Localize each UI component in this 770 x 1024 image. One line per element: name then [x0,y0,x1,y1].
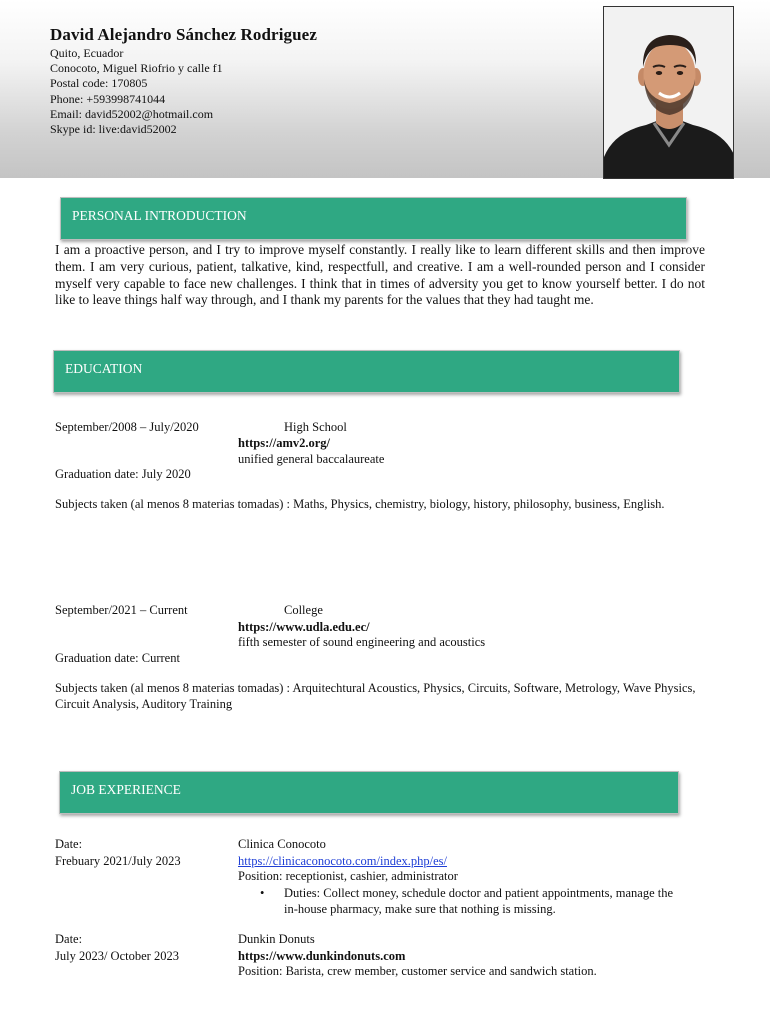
job-company: Dunkin Donuts [238,932,315,946]
job-company: Clinica Conocoto [238,837,326,851]
section-title: JOB EXPERIENCE [71,782,181,797]
job-dates: Frebuary 2021/July 2023 [55,854,181,868]
education-detail: unified general baccalaureate [238,452,385,466]
section-education [53,350,680,393]
contact-block [50,46,223,137]
section-title: PERSONAL INTRODUCTION [72,208,247,223]
graduation-date: Graduation date: Current [55,651,180,665]
education-dates: September/2021 – Current [55,603,188,617]
education-level: College [284,603,323,617]
graduation-date: Graduation date: July 2020 [55,467,191,481]
section-title: EDUCATION [65,361,143,376]
contact-skype: Skype id: live:david52002 [50,122,177,137]
job-duties: Duties: Collect money, schedule doctor and patient appointments, manage the in-house pharmacy, make sure that nothing is missing. [284,886,674,916]
education-url[interactable]: https://www.udla.edu.ec/ [238,620,370,634]
job-date-label: Date: [55,837,83,851]
job-position: Position: receptionist, cashier, administrator [238,869,458,883]
section-job-experience [59,771,679,814]
subjects-taken: Subjects taken (al menos 8 materias tomadas) : Arquitechtural Acoustics, Physics, Circuits, Software, Metrology, Wave Physics, Circuit Analysis, Auditory Training [55,681,696,711]
section-personal-introduction [60,197,687,240]
education-dates: September/2008 – July/2020 [55,420,199,434]
job-url-link[interactable]: https://clinicaconocoto.com/index.php/es/ [238,854,447,868]
contact-city: Quito, Ecuador [50,46,124,60]
job-dates: July 2023/ October 2023 [55,949,179,963]
contact-phone: Phone: +593998741044 [50,91,166,106]
bullet-icon: • [260,886,265,900]
education-level: High School [284,420,347,434]
job-duties-item [260,886,690,917]
introduction-paragraph: I am a proactive person, and I try to improve myself constantly. I really like to learn different skills and then improve them. I am very curious, patient, talkative, kind, respectfull, and creative. I am a well-rounded person and I consider myself very capable to face new challenges. I think that in times of adversity you get to know yourself better. I do not like to leave things half way through, and I thank my parents for the values that they had taught me. [55,242,705,308]
job-date-label: Date: [55,932,83,946]
contact-email: Email: david52002@hotmail.com [50,106,214,121]
subjects-taken: Subjects taken (al menos 8 materias tomadas) : Maths, Physics, chemistry, biology, history, philosophy, business, English. [55,497,665,511]
job-url[interactable]: https://www.dunkindonuts.com [238,949,406,963]
education-detail: fifth semester of sound engineering and acoustics [238,635,486,649]
profile-portrait-image [604,7,734,179]
profile-photo [603,6,734,179]
contact-address: Conocoto, Miguel Riofrio y calle f1 [50,61,223,76]
contact-postal-code: Postal code: 170805 [50,76,148,91]
candidate-name: David Alejandro Sánchez Rodriguez [50,25,317,44]
education-url[interactable]: https://amv2.org/ [238,436,331,450]
job-position: Position: Barista, crew member, customer service and sandwich station. [238,964,597,978]
resume-header [0,0,770,178]
